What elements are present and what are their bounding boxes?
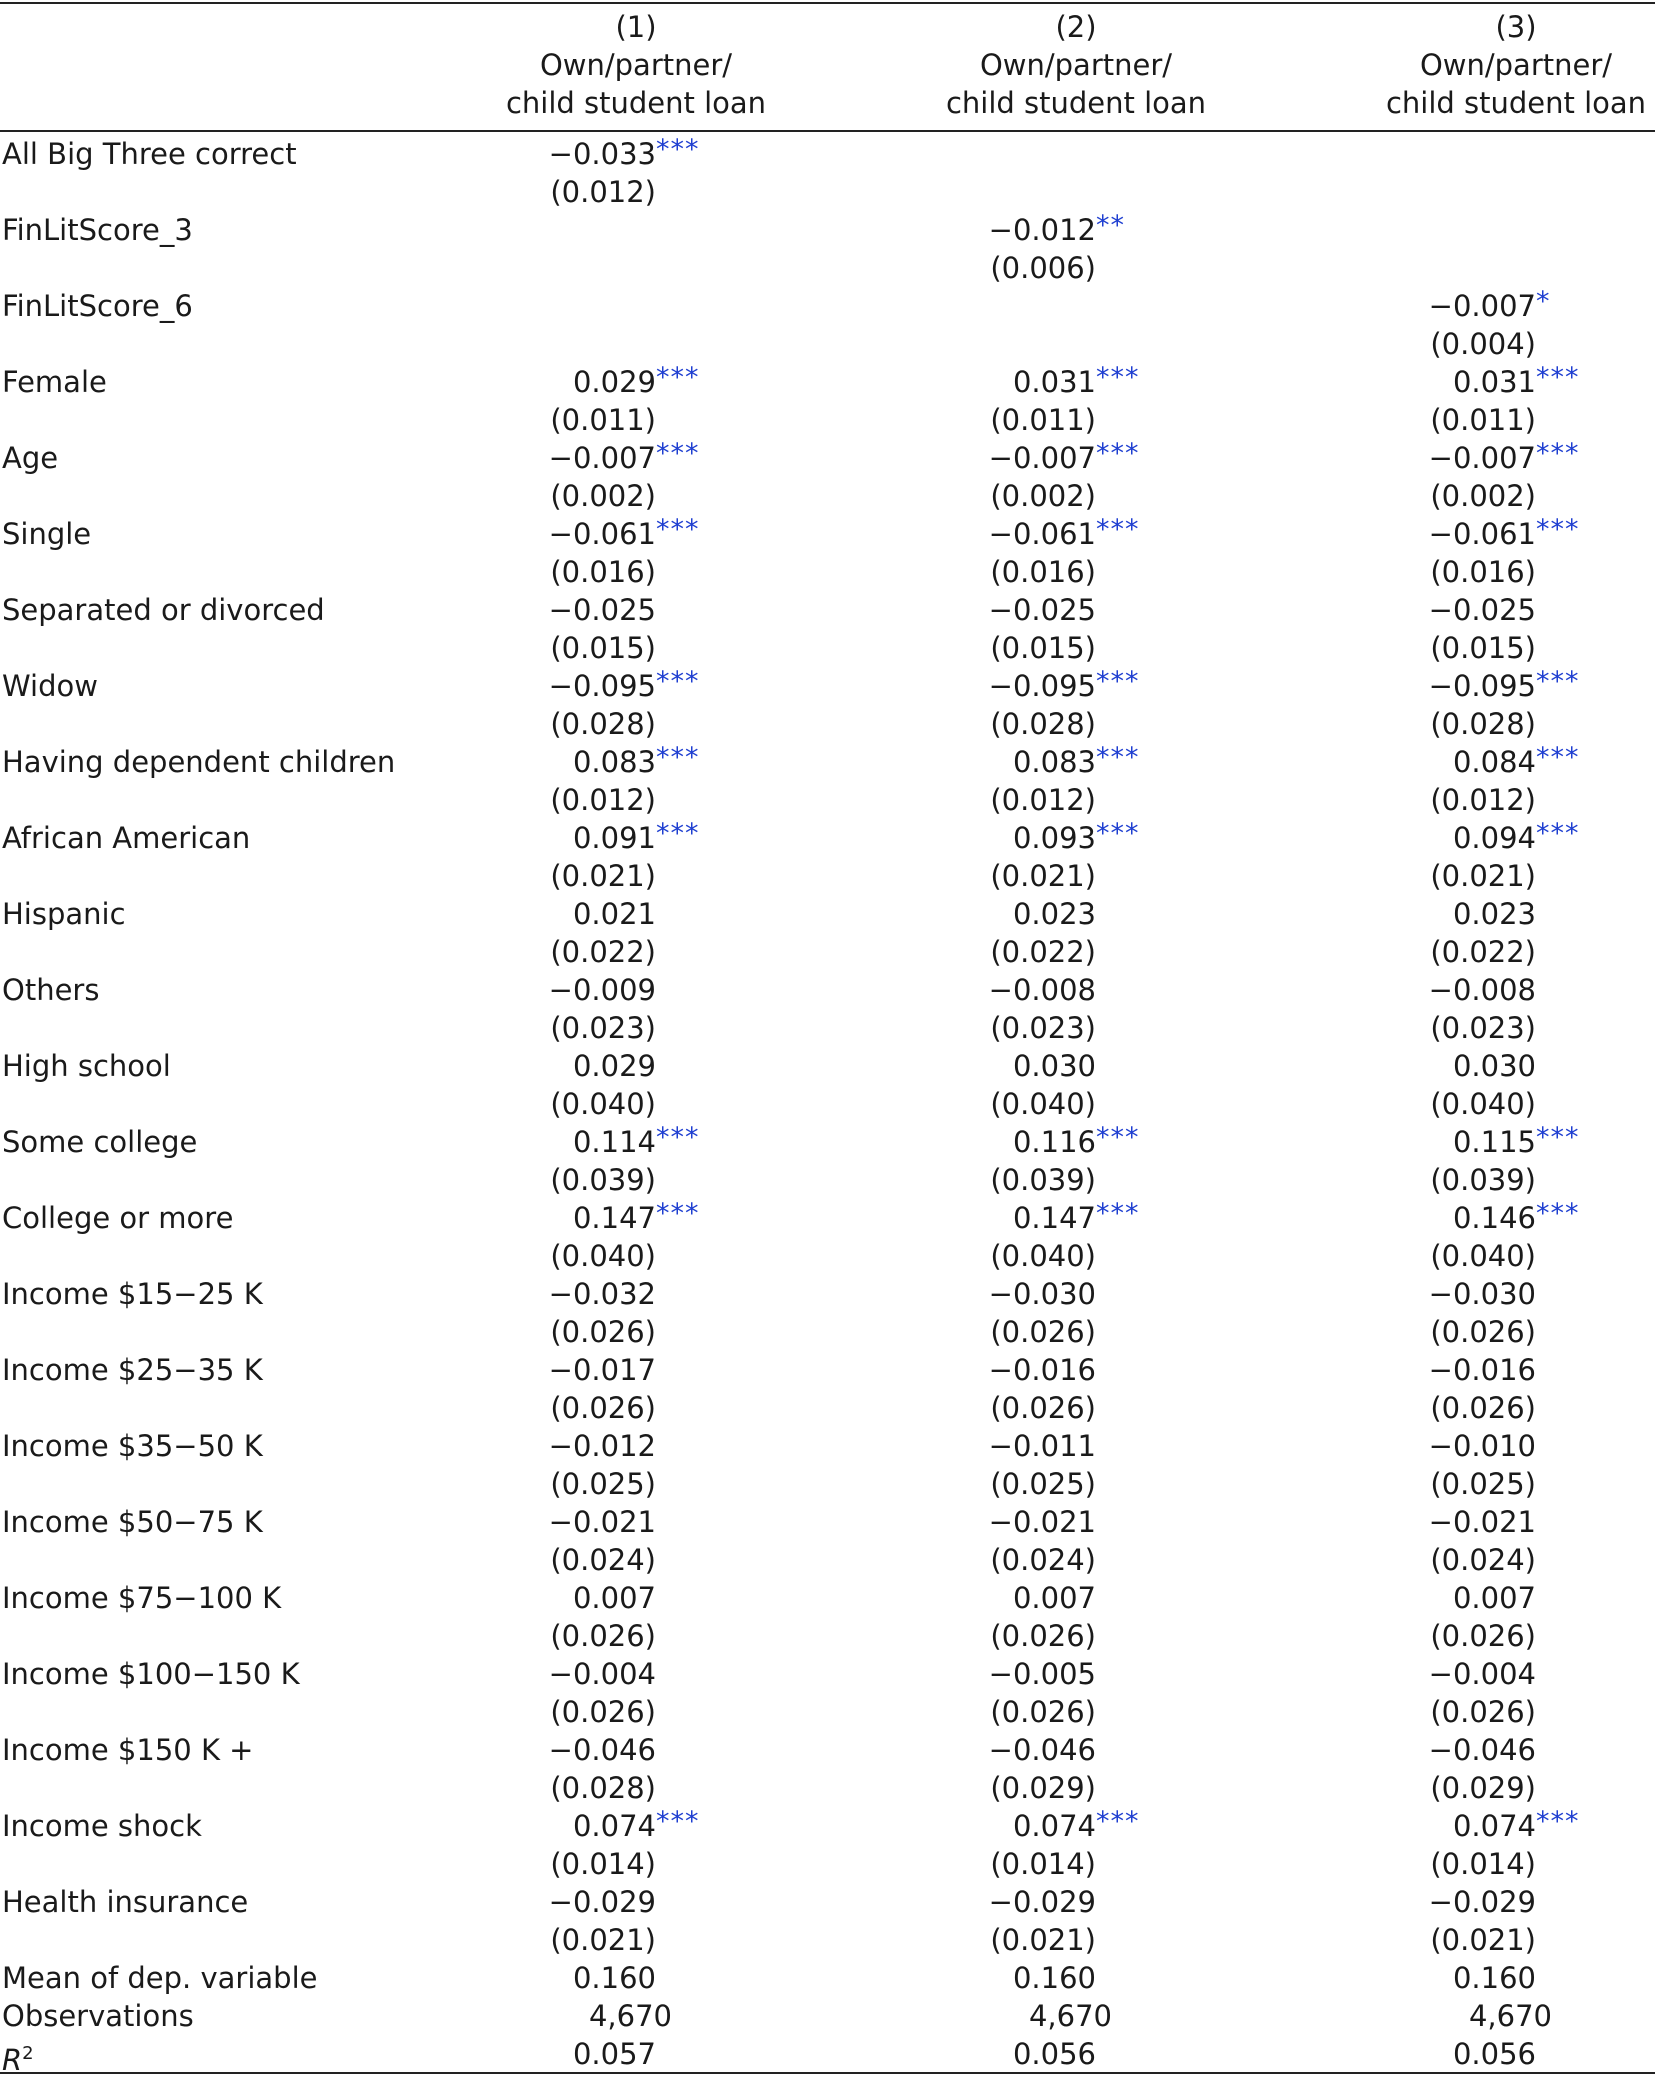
std-error-cell-value: (0.006) <box>990 251 1096 285</box>
stat-value: 0.056 <box>1012 2037 1096 2071</box>
row-label: Separated or divorced <box>2 593 325 627</box>
std-error-cell-value: (0.029) <box>990 1771 1096 1805</box>
std-error-cell-value: (0.023) <box>1430 1011 1536 1045</box>
significance-stars: *** <box>1096 362 1140 393</box>
row-label: College or more <box>2 1201 234 1235</box>
std-error-cell-value: (0.025) <box>1430 1467 1536 1501</box>
std-error-cell-value: (0.012) <box>550 783 656 817</box>
coefficient-cell-value: −0.025 <box>988 593 1096 627</box>
column-header <box>1356 8 1655 122</box>
column-header-line1: Own/partner/ <box>979 48 1173 82</box>
r-squared-exponent: 2 <box>22 2043 34 2064</box>
significance-stars: *** <box>1536 742 1580 773</box>
significance-stars: *** <box>1536 666 1580 697</box>
row-label: Single <box>2 517 92 551</box>
coefficient-cell-value: −0.095 <box>548 669 656 703</box>
std-error-cell-value: (0.024) <box>990 1543 1096 1577</box>
coefficient-cell-value: −0.030 <box>988 1277 1096 1311</box>
coefficient-cell-value: 0.091 <box>572 821 656 855</box>
coefficient-cell-value: −0.009 <box>548 973 656 1007</box>
significance-stars: *** <box>1096 438 1140 469</box>
coefficient-cell-value: 0.029 <box>572 365 656 399</box>
coefficient-cell-value: −0.007 <box>548 441 656 475</box>
stat-value: 0.160 <box>572 1961 656 1995</box>
coefficient-cell-value: 0.030 <box>1012 1049 1096 1083</box>
coefficient-cell-value: −0.007 <box>988 441 1096 475</box>
row-label: Income $25−35 K <box>2 1353 263 1387</box>
std-error-cell-value: (0.021) <box>550 859 656 893</box>
std-error-cell-value: (0.026) <box>1430 1695 1536 1729</box>
std-error-cell-value: (0.039) <box>550 1163 656 1197</box>
significance-stars: *** <box>656 818 700 849</box>
coefficient-cell-value: −0.061 <box>988 517 1096 551</box>
coefficient-cell-value: 0.084 <box>1452 745 1536 779</box>
coefficient-cell-value: 0.023 <box>1012 897 1096 931</box>
std-error-cell-value: (0.015) <box>1430 631 1536 665</box>
significance-stars: *** <box>1536 362 1580 393</box>
row-label: All Big Three correct <box>2 137 297 171</box>
header-rule <box>0 130 1655 132</box>
std-error-cell-value: (0.026) <box>1430 1619 1536 1653</box>
significance-stars: *** <box>656 362 700 393</box>
std-error-cell-value: (0.021) <box>990 859 1096 893</box>
coefficient-cell-value: 0.074 <box>1452 1809 1536 1843</box>
significance-stars: *** <box>1536 1198 1580 1229</box>
std-error-cell-value: (0.026) <box>990 1695 1096 1729</box>
significance-stars: *** <box>656 666 700 697</box>
std-error-cell-value: (0.026) <box>1430 1315 1536 1349</box>
std-error-cell-value: (0.012) <box>990 783 1096 817</box>
row-label: Female <box>2 365 107 399</box>
significance-stars: *** <box>1096 1806 1140 1837</box>
coefficient-cell-value: 0.083 <box>1012 745 1096 779</box>
row-label: High school <box>2 1049 171 1083</box>
coefficient-cell-value: 0.031 <box>1012 365 1096 399</box>
std-error-cell-value: (0.039) <box>1430 1163 1536 1197</box>
significance-stars: *** <box>656 1198 700 1229</box>
std-error-cell-value: (0.028) <box>990 707 1096 741</box>
coefficient-cell-value: −0.008 <box>1428 973 1536 1007</box>
coefficient-cell-value: −0.011 <box>988 1429 1096 1463</box>
significance-stars: *** <box>1536 438 1580 469</box>
significance-stars: *** <box>1096 818 1140 849</box>
std-error-cell-value: (0.016) <box>1430 555 1536 589</box>
coefficient-cell-value: 0.031 <box>1452 365 1536 399</box>
std-error-cell-value: (0.002) <box>550 479 656 513</box>
coefficient-cell-value: −0.007 <box>1428 441 1536 475</box>
significance-stars: ** <box>1096 210 1125 241</box>
coefficient-cell-value: 0.147 <box>1012 1201 1096 1235</box>
std-error-cell-value: (0.028) <box>550 707 656 741</box>
coefficient-cell-value: 0.146 <box>1452 1201 1536 1235</box>
coefficient-cell-value: 0.115 <box>1452 1125 1536 1159</box>
stat-value: 0.057 <box>572 2037 656 2071</box>
std-error-cell-value: (0.002) <box>990 479 1096 513</box>
stat-label: Observations <box>2 1999 194 2033</box>
coefficient-cell-value: −0.032 <box>548 1277 656 1311</box>
coefficient-cell-value: −0.017 <box>548 1353 656 1387</box>
std-error-cell-value: (0.022) <box>550 935 656 969</box>
coefficient-cell-value: 0.030 <box>1452 1049 1536 1083</box>
top-rule <box>0 2 1655 4</box>
std-error-cell-value: (0.025) <box>550 1467 656 1501</box>
coefficient-cell-value: −0.029 <box>1428 1885 1536 1919</box>
row-label: Income $50−75 K <box>2 1505 263 1539</box>
row-label: African American <box>2 821 251 855</box>
std-error-cell-value: (0.026) <box>550 1695 656 1729</box>
row-label: Having dependent children <box>2 745 396 779</box>
significance-stars: *** <box>656 514 700 545</box>
std-error-cell-value: (0.002) <box>1430 479 1536 513</box>
row-label: Health insurance <box>2 1885 249 1919</box>
std-error-cell-value: (0.023) <box>990 1011 1096 1045</box>
coefficient-cell-value: −0.030 <box>1428 1277 1536 1311</box>
coefficient-cell-value: −0.012 <box>988 213 1096 247</box>
coefficient-cell-value: −0.061 <box>548 517 656 551</box>
std-error-cell-value: (0.040) <box>1430 1087 1536 1121</box>
coefficient-cell-value: 0.007 <box>1012 1581 1096 1615</box>
coefficient-cell-value: −0.046 <box>988 1733 1096 1767</box>
coefficient-cell-value: −0.046 <box>548 1733 656 1767</box>
std-error-cell-value: (0.024) <box>1430 1543 1536 1577</box>
column-header <box>916 8 1236 122</box>
column-header-number: (2) <box>1055 10 1097 44</box>
coefficient-cell-value: −0.029 <box>548 1885 656 1919</box>
std-error-cell-value: (0.015) <box>550 631 656 665</box>
std-error-cell-value: (0.025) <box>990 1467 1096 1501</box>
row-label: Income shock <box>2 1809 202 1843</box>
row-label: Others <box>2 973 100 1007</box>
std-error-cell-value: (0.014) <box>1430 1847 1536 1881</box>
std-error-cell-value: (0.022) <box>1430 935 1536 969</box>
std-error-cell-value: (0.028) <box>550 1771 656 1805</box>
coefficient-cell-value: 0.074 <box>572 1809 656 1843</box>
stat-value: 4,670 <box>1028 1999 1112 2033</box>
column-header-line2: child student loan <box>945 86 1207 120</box>
std-error-cell-value: (0.011) <box>1430 403 1536 437</box>
std-error-cell-value: (0.029) <box>1430 1771 1536 1805</box>
coefficient-cell-value: −0.004 <box>1428 1657 1536 1691</box>
std-error-cell-value: (0.014) <box>990 1847 1096 1881</box>
bottom-rule <box>0 2072 1655 2074</box>
row-label: Income $35−50 K <box>2 1429 263 1463</box>
coefficient-cell-value: 0.114 <box>572 1125 656 1159</box>
std-error-cell-value: (0.021) <box>990 1923 1096 1957</box>
coefficient-cell-value: 0.074 <box>1012 1809 1096 1843</box>
std-error-cell-value: (0.015) <box>990 631 1096 665</box>
std-error-cell-value: (0.023) <box>550 1011 656 1045</box>
significance-stars: *** <box>656 1806 700 1837</box>
stat-label <box>2 2035 34 2079</box>
coefficient-cell-value: −0.010 <box>1428 1429 1536 1463</box>
column-header-line2: child student loan <box>505 86 767 120</box>
std-error-cell-value: (0.016) <box>990 555 1096 589</box>
column-header <box>476 8 796 122</box>
std-error-cell-value: (0.026) <box>550 1391 656 1425</box>
significance-stars: *** <box>1096 514 1140 545</box>
coefficient-cell-value: −0.046 <box>1428 1733 1536 1767</box>
column-header-number: (3) <box>1495 10 1537 44</box>
significance-stars: *** <box>1536 514 1580 545</box>
coefficient-cell-value: −0.016 <box>988 1353 1096 1387</box>
significance-stars: *** <box>1536 1122 1580 1153</box>
std-error-cell-value: (0.014) <box>550 1847 656 1881</box>
coefficient-cell-value: 0.094 <box>1452 821 1536 855</box>
coefficient-cell-value: −0.012 <box>548 1429 656 1463</box>
coefficient-cell-value: −0.029 <box>988 1885 1096 1919</box>
significance-stars: *** <box>656 438 700 469</box>
coefficient-cell-value: 0.023 <box>1452 897 1536 931</box>
std-error-cell-value: (0.040) <box>550 1087 656 1121</box>
row-label: Age <box>2 441 59 475</box>
row-label: Some college <box>2 1125 198 1159</box>
row-label: Income $100−150 K <box>2 1657 300 1691</box>
significance-stars: *** <box>656 134 700 165</box>
coefficient-cell-value: 0.007 <box>1452 1581 1536 1615</box>
std-error-cell-value: (0.026) <box>1430 1391 1536 1425</box>
stat-label: Mean of dep. variable <box>2 1961 318 1995</box>
coefficient-cell-value: 0.029 <box>572 1049 656 1083</box>
coefficient-cell-value: 0.021 <box>572 897 656 931</box>
std-error-cell-value: (0.040) <box>990 1087 1096 1121</box>
column-header-line1: Own/partner/ <box>539 48 733 82</box>
std-error-cell-value: (0.021) <box>1430 1923 1536 1957</box>
stat-value: 0.160 <box>1012 1961 1096 1995</box>
coefficient-cell-value: −0.004 <box>548 1657 656 1691</box>
row-label: Income $75−100 K <box>2 1581 282 1615</box>
std-error-cell-value: (0.026) <box>990 1315 1096 1349</box>
coefficient-cell-value: −0.025 <box>548 593 656 627</box>
coefficient-cell-value: −0.008 <box>988 973 1096 1007</box>
coefficient-cell-value: −0.021 <box>548 1505 656 1539</box>
row-label: Income $15−25 K <box>2 1277 263 1311</box>
significance-stars: *** <box>1536 1806 1580 1837</box>
column-header-line1: Own/partner/ <box>1419 48 1613 82</box>
stat-value: 4,670 <box>588 1999 672 2033</box>
std-error-cell-value: (0.040) <box>990 1239 1096 1273</box>
significance-stars: *** <box>1536 818 1580 849</box>
significance-stars: *** <box>1096 666 1140 697</box>
std-error-cell-value: (0.012) <box>550 175 656 209</box>
significance-stars: *** <box>1096 1198 1140 1229</box>
stat-value: 0.056 <box>1452 2037 1536 2071</box>
coefficient-cell-value: −0.095 <box>1428 669 1536 703</box>
std-error-cell-value: (0.028) <box>1430 707 1536 741</box>
row-label: Hispanic <box>2 897 126 931</box>
std-error-cell-value: (0.021) <box>1430 859 1536 893</box>
coefficient-cell-value: −0.021 <box>1428 1505 1536 1539</box>
row-label: Widow <box>2 669 98 703</box>
row-label: FinLitScore_3 <box>2 213 193 247</box>
coefficient-cell-value: −0.021 <box>988 1505 1096 1539</box>
std-error-cell-value: (0.026) <box>550 1315 656 1349</box>
std-error-cell-value: (0.011) <box>990 403 1096 437</box>
significance-stars: *** <box>656 1122 700 1153</box>
coefficient-cell-value: −0.016 <box>1428 1353 1536 1387</box>
coefficient-cell-value: −0.005 <box>988 1657 1096 1691</box>
coefficient-cell-value: 0.083 <box>572 745 656 779</box>
std-error-cell-value: (0.026) <box>550 1619 656 1653</box>
stat-value: 0.160 <box>1452 1961 1536 1995</box>
significance-stars: * <box>1536 286 1551 317</box>
std-error-cell-value: (0.040) <box>550 1239 656 1273</box>
significance-stars: *** <box>1096 1122 1140 1153</box>
coefficient-cell-value: −0.007 <box>1428 289 1536 323</box>
significance-stars: *** <box>656 742 700 773</box>
column-header-line2: child student loan <box>1385 86 1647 120</box>
coefficient-cell-value: 0.147 <box>572 1201 656 1235</box>
std-error-cell-value: (0.022) <box>990 935 1096 969</box>
row-label: FinLitScore_6 <box>2 289 193 323</box>
r-squared-symbol: R <box>2 2043 23 2077</box>
coefficient-cell-value: 0.007 <box>572 1581 656 1615</box>
std-error-cell-value: (0.004) <box>1430 327 1536 361</box>
std-error-cell-value: (0.026) <box>990 1619 1096 1653</box>
column-header-number: (1) <box>615 10 657 44</box>
std-error-cell-value: (0.011) <box>550 403 656 437</box>
std-error-cell-value: (0.024) <box>550 1543 656 1577</box>
coefficient-cell-value: 0.116 <box>1012 1125 1096 1159</box>
std-error-cell-value: (0.026) <box>990 1391 1096 1425</box>
stat-value: 4,670 <box>1468 1999 1552 2033</box>
coefficient-cell-value: −0.033 <box>548 137 656 171</box>
std-error-cell-value: (0.021) <box>550 1923 656 1957</box>
row-label: Income $150 K + <box>2 1733 254 1767</box>
significance-stars: *** <box>1096 742 1140 773</box>
std-error-cell-value: (0.040) <box>1430 1239 1536 1273</box>
std-error-cell-value: (0.016) <box>550 555 656 589</box>
std-error-cell-value: (0.039) <box>990 1163 1096 1197</box>
std-error-cell-value: (0.012) <box>1430 783 1536 817</box>
coefficient-cell-value: 0.093 <box>1012 821 1096 855</box>
coefficient-cell-value: −0.095 <box>988 669 1096 703</box>
coefficient-cell-value: −0.061 <box>1428 517 1536 551</box>
coefficient-cell-value: −0.025 <box>1428 593 1536 627</box>
